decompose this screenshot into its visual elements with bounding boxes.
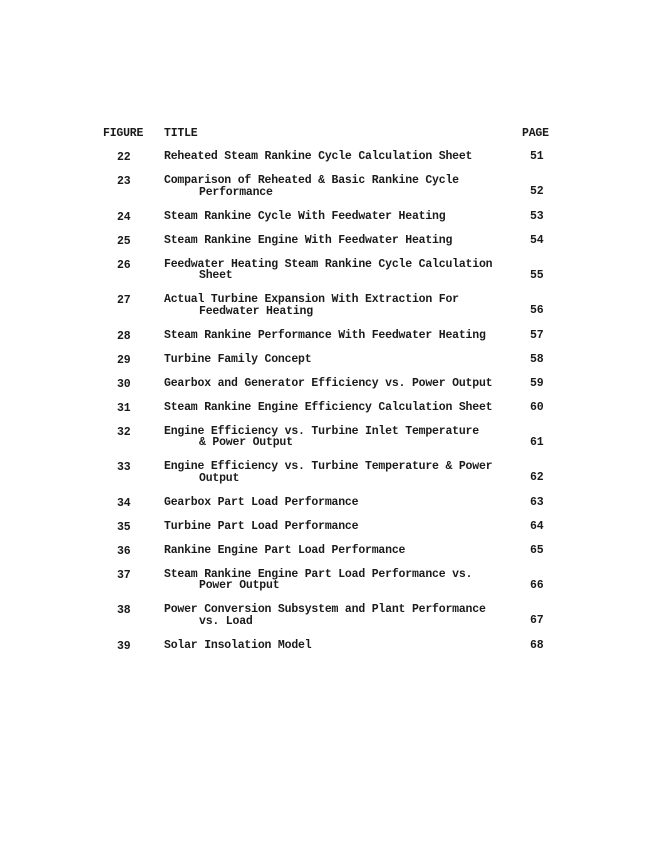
figure-entry (0, 461, 645, 484)
figure-number: 37 (117, 568, 131, 582)
figure-title-line: Steam Rankine Engine Part Load Performance vs. (164, 567, 473, 581)
page-number: 52 (530, 185, 544, 198)
figure-title-line: Reheated Steam Rankine Cycle Calculation Sheet (164, 150, 473, 163)
figure-title (164, 569, 514, 592)
figure-entry (0, 330, 645, 342)
page-number: 64 (530, 519, 544, 533)
page-number: 54 (530, 233, 544, 247)
figure-title-continuation: Performance (199, 185, 273, 199)
figure-title-line: Actual Turbine Expansion With Extraction For (164, 293, 459, 306)
figure-title (164, 640, 514, 652)
figure-title (164, 354, 514, 366)
figure-number: 30 (117, 377, 131, 391)
figure-title-line: Power Conversion Subsystem and Plant Performance (164, 603, 486, 616)
page-number: 62 (530, 471, 544, 484)
page-number: 65 (530, 543, 544, 557)
figure-title-continuation: Sheet (199, 269, 233, 282)
figure-number: 33 (117, 461, 131, 474)
figure-entry (0, 175, 645, 198)
figure-entry (0, 211, 645, 223)
figure-entry (0, 151, 645, 163)
figure-title (164, 378, 514, 390)
figure-number: 27 (117, 294, 131, 307)
header-page: PAGE (522, 127, 549, 140)
figure-title-continuation: Power Output (199, 579, 280, 592)
figure-title-line: Steam Rankine Performance With Feedwater Heating (164, 328, 486, 342)
figure-title (164, 211, 514, 223)
figure-title-line: Rankine Engine Part Load Performance (164, 543, 406, 557)
figure-number: 38 (117, 604, 131, 617)
figure-entry (0, 294, 645, 317)
page-number: 55 (530, 268, 544, 282)
figure-title (164, 521, 514, 533)
figure-entry (0, 402, 645, 414)
figure-title-line: Turbine Part Load Performance (164, 519, 359, 533)
figure-title (164, 294, 514, 317)
figure-number: 34 (117, 496, 131, 510)
figure-title-line: Gearbox Part Load Performance (164, 495, 359, 509)
figure-title (164, 426, 514, 449)
figure-number: 36 (117, 544, 131, 558)
figure-entry (0, 497, 645, 509)
figure-number: 25 (117, 234, 131, 248)
figure-title (164, 461, 514, 484)
figure-title (164, 151, 514, 163)
figure-title (164, 604, 514, 627)
figure-title-line: Steam Rankine Engine Efficiency Calculation Sheet (164, 400, 493, 414)
page-number: 57 (530, 328, 544, 342)
figure-entry (0, 259, 645, 282)
figure-entry (0, 378, 645, 390)
page-number: 58 (530, 352, 544, 366)
figure-entry (0, 545, 645, 557)
figure-list (0, 151, 645, 664)
figure-number: 24 (117, 210, 131, 224)
list-of-figures-header (0, 127, 645, 141)
page-number: 51 (530, 150, 544, 163)
figure-number: 28 (117, 329, 131, 343)
page-number: 61 (530, 435, 544, 449)
figure-entry (0, 569, 645, 592)
figure-title (164, 545, 514, 557)
figure-title-line: Engine Efficiency vs. Turbine Temperature & Power (164, 460, 493, 473)
figure-number: 39 (117, 639, 131, 653)
page-number: 67 (530, 614, 544, 627)
figure-entry (0, 235, 645, 247)
figure-number: 23 (117, 175, 131, 188)
figure-title (164, 175, 514, 198)
page-number: 56 (530, 304, 544, 317)
figure-title (164, 330, 514, 342)
figure-entry (0, 426, 645, 449)
header-title: TITLE (164, 127, 198, 140)
figure-title (164, 235, 514, 247)
figure-title-line: Comparison of Reheated & Basic Rankine Cycle (164, 174, 459, 187)
figure-title-line: Gearbox and Generator Efficiency vs. Power Output (164, 376, 493, 390)
page-number: 63 (530, 495, 544, 509)
page-number: 66 (530, 578, 544, 592)
figure-title-continuation: vs. Load (199, 614, 253, 628)
figure-title-continuation: & Power Output (199, 436, 293, 449)
figure-title-line: Steam Rankine Cycle With Feedwater Heating (164, 209, 446, 223)
figure-title-line: Engine Efficiency vs. Turbine Inlet Temperature (164, 424, 479, 438)
figure-title-continuation: Feedwater Heating (199, 304, 313, 318)
figure-number: 26 (117, 258, 131, 272)
figure-entry (0, 354, 645, 366)
page-number: 53 (530, 209, 544, 223)
page-number: 59 (530, 376, 544, 390)
figure-entry (0, 640, 645, 652)
figure-number: 31 (117, 401, 131, 415)
figure-title-continuation: Output (199, 471, 240, 485)
figure-entry (0, 604, 645, 627)
figure-title (164, 402, 514, 414)
page-number: 68 (530, 638, 544, 652)
figure-entry (0, 521, 645, 533)
figure-number: 22 (117, 151, 131, 164)
header-figure: FIGURE (103, 127, 144, 140)
figure-title-line: Feedwater Heating Steam Rankine Cycle Calculation (164, 257, 493, 271)
figure-number: 32 (117, 425, 131, 439)
page-number: 60 (530, 400, 544, 414)
figure-title (164, 259, 514, 282)
figure-title-line: Turbine Family Concept (164, 352, 312, 366)
figure-title-line: Steam Rankine Engine With Feedwater Heating (164, 233, 453, 247)
figure-number: 35 (117, 520, 131, 534)
figure-number: 29 (117, 353, 131, 367)
figure-title-line: Solar Insolation Model (164, 638, 312, 652)
figure-title (164, 497, 514, 509)
